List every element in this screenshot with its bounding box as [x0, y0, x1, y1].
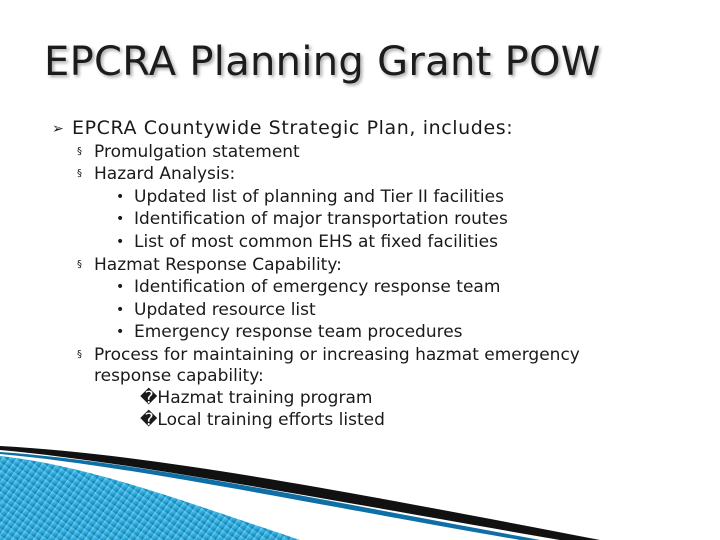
list-item: Hazard Analysis:	[94, 164, 236, 184]
bullet-icon: •	[116, 324, 125, 340]
list-item: Updated resource list	[134, 300, 316, 320]
square-bullet-icon: §	[77, 146, 82, 157]
bullet-icon: •	[116, 302, 125, 318]
list-item: Identification of emergency response team	[134, 277, 501, 297]
arrow-bullet-icon: ➢	[52, 121, 64, 137]
list-item: Identification of major transportation routes	[134, 209, 508, 229]
bullet-icon: •	[116, 279, 125, 295]
slide-title: EPCRA Planning Grant POW	[44, 39, 601, 85]
list-item: Updated list of planning and Tier II facilities	[134, 187, 504, 207]
list-item: Promulgation statement	[94, 142, 300, 162]
list-item: �Local training efforts listed	[140, 410, 385, 430]
level1-item: EPCRA Countywide Strategic Plan, includes:	[72, 117, 514, 139]
list-item: Emergency response team procedures	[134, 322, 463, 342]
list-item-continuation: response capability:	[94, 366, 264, 386]
list-item: Process for maintaining or increasing hazmat emergency	[94, 345, 580, 365]
bullet-icon: •	[116, 234, 125, 250]
square-bullet-icon: §	[77, 259, 82, 270]
bullet-icon: •	[116, 211, 125, 227]
list-item: List of most common EHS at fixed facilities	[134, 232, 498, 252]
square-bullet-icon: §	[77, 349, 82, 360]
square-bullet-icon: §	[77, 168, 82, 179]
bullet-icon: •	[116, 189, 125, 205]
list-item: Hazmat Response Capability:	[94, 255, 342, 275]
decorative-wave-graphic	[0, 440, 720, 540]
list-item: �Hazmat training program	[140, 388, 373, 408]
